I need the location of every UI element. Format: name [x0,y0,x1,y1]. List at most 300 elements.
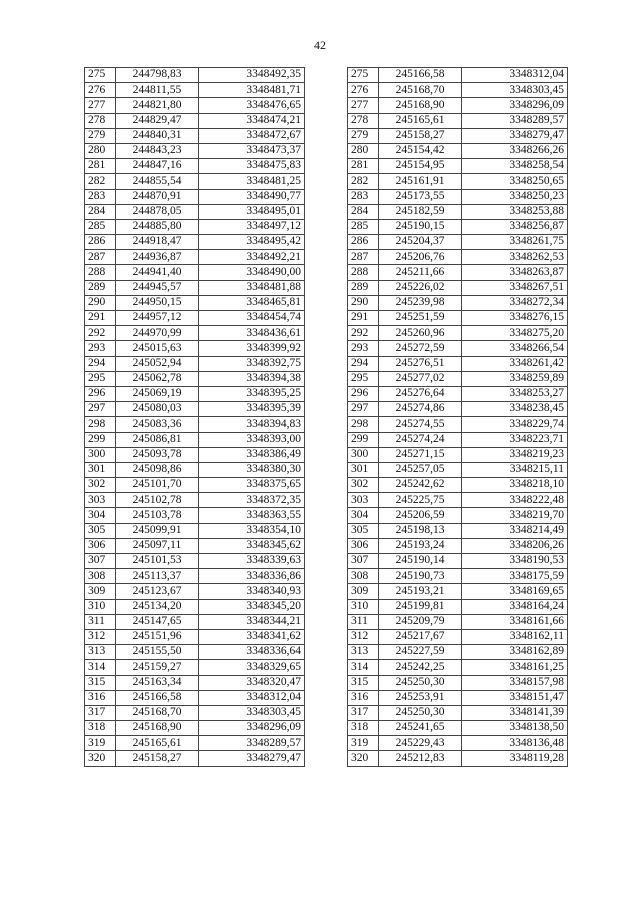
x-coordinate-cell: 245193,21 [379,584,462,599]
y-coordinate-cell: 3348473,37 [199,143,305,158]
y-coordinate-cell: 3348253,27 [462,386,568,401]
table-row [348,356,568,371]
x-coordinate-cell: 244798,83 [116,68,199,83]
point-number-cell: 306 [348,538,379,553]
point-number-cell: 280 [85,143,116,158]
table-row [348,599,568,614]
y-coordinate-cell: 3348380,30 [199,462,305,477]
x-coordinate-cell: 245166,58 [116,690,199,705]
table-row [85,280,305,295]
x-coordinate-cell: 245168,70 [379,83,462,98]
table-row [85,250,305,265]
point-number-cell: 291 [348,311,379,326]
x-coordinate-cell: 244847,16 [116,159,199,174]
y-coordinate-cell: 3348392,75 [199,356,305,371]
y-coordinate-cell: 3348481,88 [199,280,305,295]
y-coordinate-cell: 3348490,77 [199,189,305,204]
y-coordinate-cell: 3348476,65 [199,98,305,113]
table-row [85,523,305,538]
point-number-cell: 311 [85,614,116,629]
x-coordinate-cell: 245101,70 [116,478,199,493]
point-number-cell: 301 [85,462,116,477]
table-row [85,690,305,705]
point-number-cell: 296 [348,386,379,401]
table-row [348,219,568,234]
point-number-cell: 288 [348,265,379,280]
x-coordinate-cell: 245155,50 [116,645,199,660]
x-coordinate-cell: 245099,91 [116,523,199,538]
y-coordinate-cell: 3348266,54 [462,341,568,356]
point-number-cell: 286 [348,235,379,250]
point-number-cell: 305 [85,523,116,538]
point-number-cell: 310 [348,599,379,614]
y-coordinate-cell: 3348475,83 [199,159,305,174]
point-number-cell: 295 [348,371,379,386]
table-row [348,311,568,326]
table-row [85,265,305,280]
x-coordinate-cell: 244870,91 [116,189,199,204]
point-number-cell: 280 [348,143,379,158]
y-coordinate-cell: 3348341,62 [199,629,305,644]
point-number-cell: 291 [85,311,116,326]
point-number-cell: 286 [85,235,116,250]
point-number-cell: 287 [85,250,116,265]
point-number-cell: 302 [348,478,379,493]
y-coordinate-cell: 3348272,34 [462,295,568,310]
point-number-cell: 282 [348,174,379,189]
table-row [348,690,568,705]
point-number-cell: 276 [348,83,379,98]
table-row [348,265,568,280]
y-coordinate-cell: 3348219,70 [462,508,568,523]
point-number-cell: 299 [85,432,116,447]
table-row [348,128,568,143]
point-number-cell: 277 [348,98,379,113]
y-coordinate-cell: 3348312,04 [462,68,568,83]
y-coordinate-cell: 3348253,88 [462,204,568,219]
x-coordinate-cell: 245250,30 [379,675,462,690]
point-number-cell: 278 [85,113,116,128]
table-row [348,493,568,508]
y-coordinate-cell: 3348279,47 [199,751,305,766]
y-coordinate-cell: 3348261,42 [462,356,568,371]
table-row [348,721,568,736]
table-row [85,675,305,690]
y-coordinate-cell: 3348266,26 [462,143,568,158]
x-coordinate-cell: 245274,55 [379,417,462,432]
y-coordinate-cell: 3348481,71 [199,83,305,98]
x-coordinate-cell: 245190,14 [379,554,462,569]
table-row [348,705,568,720]
y-coordinate-cell: 3348465,81 [199,295,305,310]
y-coordinate-cell: 3348394,38 [199,371,305,386]
y-coordinate-cell: 3348164,24 [462,599,568,614]
y-coordinate-cell: 3348250,23 [462,189,568,204]
point-number-cell: 313 [85,645,116,660]
y-coordinate-cell: 3348303,45 [199,705,305,720]
y-coordinate-cell: 3348393,00 [199,432,305,447]
x-coordinate-cell: 245151,96 [116,629,199,644]
x-coordinate-cell: 244918,47 [116,235,199,250]
point-number-cell: 299 [348,432,379,447]
point-number-cell: 309 [348,584,379,599]
x-coordinate-cell: 245158,27 [116,751,199,766]
x-coordinate-cell: 245242,25 [379,660,462,675]
table-row [85,174,305,189]
point-number-cell: 294 [348,356,379,371]
table-row [85,629,305,644]
y-coordinate-cell: 3348296,09 [462,98,568,113]
table-row [348,645,568,660]
point-number-cell: 292 [348,326,379,341]
x-coordinate-cell: 245229,43 [379,736,462,751]
table-row [85,599,305,614]
y-coordinate-cell: 3348229,74 [462,417,568,432]
x-coordinate-cell: 245274,24 [379,432,462,447]
x-coordinate-cell: 245123,67 [116,584,199,599]
table-row [85,736,305,751]
y-coordinate-cell: 3348267,51 [462,280,568,295]
table-row [348,402,568,417]
table-row [85,584,305,599]
y-coordinate-cell: 3348223,71 [462,432,568,447]
x-coordinate-cell: 245206,76 [379,250,462,265]
y-coordinate-cell: 3348492,35 [199,68,305,83]
table-row [348,736,568,751]
point-number-cell: 284 [348,204,379,219]
y-coordinate-cell: 3348175,59 [462,569,568,584]
x-coordinate-cell: 244970,99 [116,326,199,341]
x-coordinate-cell: 245212,83 [379,751,462,766]
y-coordinate-cell: 3348261,75 [462,235,568,250]
table-row [85,189,305,204]
y-coordinate-cell: 3348386,49 [199,447,305,462]
point-number-cell: 290 [348,295,379,310]
x-coordinate-cell: 245083,36 [116,417,199,432]
y-coordinate-cell: 3348320,47 [199,675,305,690]
point-number-cell: 289 [348,280,379,295]
point-number-cell: 275 [348,68,379,83]
point-number-cell: 297 [348,402,379,417]
y-coordinate-cell: 3348495,42 [199,235,305,250]
x-coordinate-cell: 245086,81 [116,432,199,447]
table-row [348,584,568,599]
y-coordinate-cell: 3348340,93 [199,584,305,599]
x-coordinate-cell: 244957,12 [116,311,199,326]
y-coordinate-cell: 3348138,50 [462,721,568,736]
point-number-cell: 279 [85,128,116,143]
y-coordinate-cell: 3348289,57 [462,113,568,128]
y-coordinate-cell: 3348495,01 [199,204,305,219]
point-number-cell: 308 [348,569,379,584]
table-row [348,523,568,538]
point-number-cell: 315 [85,675,116,690]
table-row [85,98,305,113]
table-row [348,371,568,386]
table-row [85,371,305,386]
point-number-cell: 304 [85,508,116,523]
table-row [348,341,568,356]
table-row [348,629,568,644]
x-coordinate-cell: 245198,13 [379,523,462,538]
point-number-cell: 292 [85,326,116,341]
x-coordinate-cell: 245260,96 [379,326,462,341]
point-number-cell: 301 [348,462,379,477]
x-coordinate-cell: 245190,15 [379,219,462,234]
x-coordinate-cell: 245134,20 [116,599,199,614]
x-coordinate-cell: 245226,02 [379,280,462,295]
table-row [85,311,305,326]
x-coordinate-cell: 245276,64 [379,386,462,401]
table-row [85,295,305,310]
table-row [85,235,305,250]
y-coordinate-cell: 3348339,63 [199,554,305,569]
point-number-cell: 316 [348,690,379,705]
y-coordinate-cell: 3348215,11 [462,462,568,477]
x-coordinate-cell: 245154,95 [379,159,462,174]
point-number-cell: 281 [348,159,379,174]
x-coordinate-cell: 244843,23 [116,143,199,158]
x-coordinate-cell: 245272,59 [379,341,462,356]
x-coordinate-cell: 245277,02 [379,371,462,386]
point-number-cell: 302 [85,478,116,493]
point-number-cell: 300 [348,447,379,462]
y-coordinate-cell: 3348492,21 [199,250,305,265]
point-number-cell: 278 [348,113,379,128]
x-coordinate-cell: 244885,80 [116,219,199,234]
table-row [85,143,305,158]
point-number-cell: 312 [348,629,379,644]
table-row [85,432,305,447]
table-row [348,554,568,569]
point-number-cell: 315 [348,675,379,690]
table-row [348,68,568,83]
point-number-cell: 310 [85,599,116,614]
table-row [348,159,568,174]
y-coordinate-cell: 3348161,66 [462,614,568,629]
point-number-cell: 317 [85,705,116,720]
x-coordinate-cell: 245015,63 [116,341,199,356]
table-row [85,721,305,736]
point-number-cell: 298 [85,417,116,432]
y-coordinate-cell: 3348394,83 [199,417,305,432]
table-row [85,219,305,234]
point-number-cell: 290 [85,295,116,310]
y-coordinate-cell: 3348344,21 [199,614,305,629]
point-number-cell: 297 [85,402,116,417]
point-number-cell: 295 [85,371,116,386]
x-coordinate-cell: 245190,73 [379,569,462,584]
point-number-cell: 305 [348,523,379,538]
point-number-cell: 298 [348,417,379,432]
y-coordinate-cell: 3348219,23 [462,447,568,462]
x-coordinate-cell: 245257,05 [379,462,462,477]
point-number-cell: 282 [85,174,116,189]
point-number-cell: 307 [348,554,379,569]
point-number-cell: 318 [85,721,116,736]
coordinates-table-left-body [85,68,305,767]
point-number-cell: 320 [348,751,379,766]
x-coordinate-cell: 245062,78 [116,371,199,386]
y-coordinate-cell: 3348157,98 [462,675,568,690]
y-coordinate-cell: 3348161,25 [462,660,568,675]
point-number-cell: 304 [348,508,379,523]
y-coordinate-cell: 3348151,47 [462,690,568,705]
x-coordinate-cell: 245274,86 [379,402,462,417]
table-row [85,68,305,83]
table-row [85,386,305,401]
table-row [85,705,305,720]
table-row [85,326,305,341]
x-coordinate-cell: 245052,94 [116,356,199,371]
table-row [85,83,305,98]
point-number-cell: 288 [85,265,116,280]
x-coordinate-cell: 245182,59 [379,204,462,219]
x-coordinate-cell: 245168,90 [116,721,199,736]
table-row [348,386,568,401]
point-number-cell: 314 [85,660,116,675]
y-coordinate-cell: 3348218,10 [462,478,568,493]
point-number-cell: 285 [348,219,379,234]
point-number-cell: 308 [85,569,116,584]
table-row [85,356,305,371]
table-row [348,614,568,629]
y-coordinate-cell: 3348238,45 [462,402,568,417]
point-number-cell: 296 [85,386,116,401]
x-coordinate-cell: 245168,70 [116,705,199,720]
coordinates-table-left [84,67,305,767]
x-coordinate-cell: 245250,30 [379,705,462,720]
point-number-cell: 318 [348,721,379,736]
y-coordinate-cell: 3348345,62 [199,538,305,553]
table-row [85,508,305,523]
point-number-cell: 293 [348,341,379,356]
y-coordinate-cell: 3348206,26 [462,538,568,553]
x-coordinate-cell: 245225,75 [379,493,462,508]
y-coordinate-cell: 3348454,74 [199,311,305,326]
x-coordinate-cell: 245217,67 [379,629,462,644]
point-number-cell: 281 [85,159,116,174]
x-coordinate-cell: 245241,65 [379,721,462,736]
y-coordinate-cell: 3348303,45 [462,83,568,98]
table-row [348,417,568,432]
point-number-cell: 283 [348,189,379,204]
table-row [348,432,568,447]
x-coordinate-cell: 244829,47 [116,113,199,128]
coordinates-table-right-body [348,68,568,767]
table-row [85,660,305,675]
y-coordinate-cell: 3348250,65 [462,174,568,189]
table-row [85,417,305,432]
x-coordinate-cell: 244840,31 [116,128,199,143]
x-coordinate-cell: 245159,27 [116,660,199,675]
x-coordinate-cell: 245227,59 [379,645,462,660]
x-coordinate-cell: 245102,78 [116,493,199,508]
point-number-cell: 319 [85,736,116,751]
point-number-cell: 309 [85,584,116,599]
x-coordinate-cell: 245204,37 [379,235,462,250]
point-number-cell: 279 [348,128,379,143]
x-coordinate-cell: 245173,55 [379,189,462,204]
x-coordinate-cell: 244945,57 [116,280,199,295]
table-row [85,341,305,356]
x-coordinate-cell: 245209,79 [379,614,462,629]
x-coordinate-cell: 245168,90 [379,98,462,113]
x-coordinate-cell: 245103,78 [116,508,199,523]
x-coordinate-cell: 245158,27 [379,128,462,143]
y-coordinate-cell: 3348279,47 [462,128,568,143]
y-coordinate-cell: 3348162,11 [462,629,568,644]
table-row [348,326,568,341]
y-coordinate-cell: 3348354,10 [199,523,305,538]
y-coordinate-cell: 3348141,39 [462,705,568,720]
y-coordinate-cell: 3348436,61 [199,326,305,341]
table-row [85,614,305,629]
table-row [85,751,305,766]
table-row [348,462,568,477]
point-number-cell: 275 [85,68,116,83]
x-coordinate-cell: 245239,98 [379,295,462,310]
y-coordinate-cell: 3348336,64 [199,645,305,660]
point-number-cell: 276 [85,83,116,98]
table-row [348,204,568,219]
table-row [348,675,568,690]
x-coordinate-cell: 245253,91 [379,690,462,705]
x-coordinate-cell: 245165,61 [116,736,199,751]
x-coordinate-cell: 245147,65 [116,614,199,629]
table-row [85,645,305,660]
table-row [348,83,568,98]
table-row [348,660,568,675]
y-coordinate-cell: 3348345,20 [199,599,305,614]
point-number-cell: 303 [85,493,116,508]
x-coordinate-cell: 245166,58 [379,68,462,83]
table-row [348,98,568,113]
point-number-cell: 287 [348,250,379,265]
table-row [348,235,568,250]
table-row [85,554,305,569]
table-row [85,113,305,128]
x-coordinate-cell: 244811,55 [116,83,199,98]
table-row [85,462,305,477]
x-coordinate-cell: 244950,15 [116,295,199,310]
table-row [348,174,568,189]
table-row [85,204,305,219]
table-row [85,447,305,462]
x-coordinate-cell: 245251,59 [379,311,462,326]
x-coordinate-cell: 245154,42 [379,143,462,158]
y-coordinate-cell: 3348336,86 [199,569,305,584]
x-coordinate-cell: 245206,59 [379,508,462,523]
point-number-cell: 285 [85,219,116,234]
table-row [348,113,568,128]
table-row [348,538,568,553]
x-coordinate-cell: 245080,03 [116,402,199,417]
table-row [348,569,568,584]
y-coordinate-cell: 3348214,49 [462,523,568,538]
point-number-cell: 317 [348,705,379,720]
y-coordinate-cell: 3348222,48 [462,493,568,508]
y-coordinate-cell: 3348119,28 [462,751,568,766]
x-coordinate-cell: 245097,11 [116,538,199,553]
table-row [85,478,305,493]
table-row [85,569,305,584]
point-number-cell: 303 [348,493,379,508]
x-coordinate-cell: 245193,24 [379,538,462,553]
point-number-cell: 277 [85,98,116,113]
point-number-cell: 294 [85,356,116,371]
point-number-cell: 289 [85,280,116,295]
